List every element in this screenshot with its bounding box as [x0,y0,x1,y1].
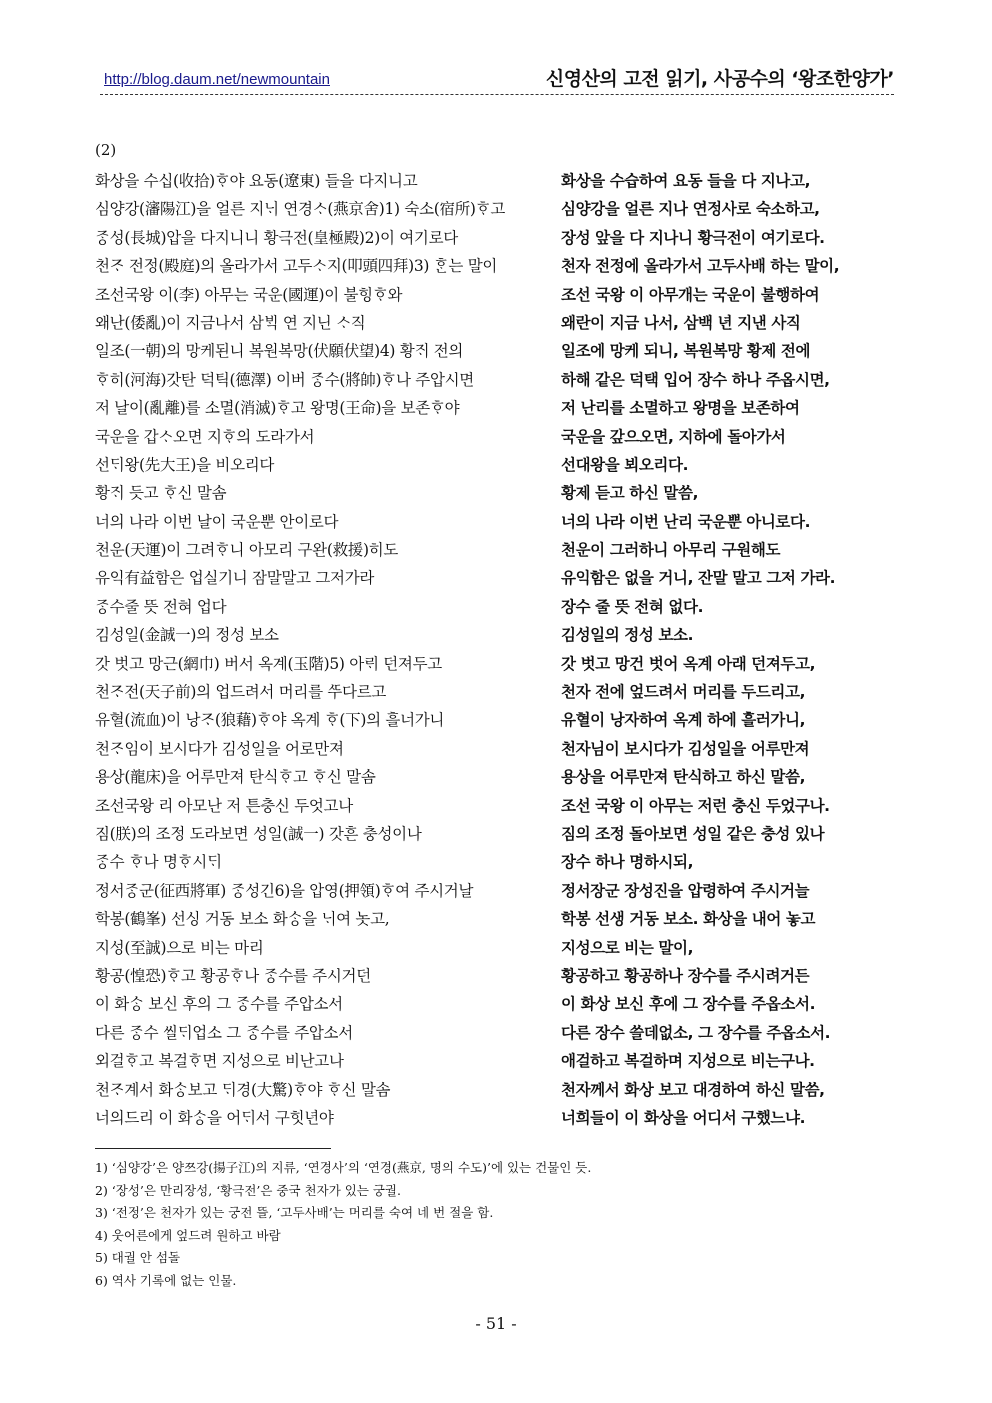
footnote: 5) 대궐 안 섬돌 [95,1250,181,1265]
original-text: 너의드리 이 화ᄉᆞᆼ을 어ᄃᆡ서 구힛년야 [95,1108,334,1127]
original-text: 천운(天運)이 그려ᄒᆞ니 아모리 구완(救援)히도 [95,541,399,560]
verse-line [0,992,992,1020]
verse-line [0,936,992,964]
modern-translation: 장수 줄 뜻 전혀 없다. [561,597,704,616]
verse-line [0,652,992,680]
original-text: ᄒᆞ히(河海)갓탄 덕틱(德澤) 이버 ᄌᆞᆼ수(將帥)ᄒᆞ나 주압시면 [95,370,474,389]
original-text: ᄌᆞᆼ성(長城)압을 다지니니 황극전(皇極殿)2)이 여기로다 [95,228,458,247]
original-text: 김성일(金誠一)의 정성 보소 [95,626,279,645]
verse-line [0,1049,992,1077]
original-text: 천ᄌᆞ 전정(殿庭)의 올라가서 고두ᄉᆞ지(叩頭四拜)3) ᄒᆞᆫ는 말이 [95,257,498,276]
original-text: 황ᄌᆡ 듯고 ᄒᆞ신 말솜 [95,484,227,503]
modern-translation: 천자님이 보시다가 김성일을 어루만져 [561,739,810,758]
original-text: 왜난(倭亂)이 지금나서 삼ᄇᆡᆨ 연 지닌 ᄉᆞ직 [95,313,366,332]
verse-line [0,453,992,481]
modern-translation: 김성일의 정성 보소. [561,626,694,645]
original-text: 저 날이(亂離)를 소멸(消滅)ᄒᆞ고 왕명(王命)을 보존ᄒᆞ야 [95,399,460,418]
original-text: ᄌᆞᆼ수줄 뜻 전혀 업다 [95,597,227,616]
modern-translation: 다른 장수 쓸데없소, 그 장수를 주옵소서. [561,1023,831,1042]
modern-translation: 학봉 선생 거동 보소. 화상을 내어 놓고 [561,910,816,929]
modern-translation: 천자께서 화상 보고 대경하여 하신 말씀, [561,1080,825,1099]
modern-translation: 국운을 갚으오면, 지하에 돌아가서 [561,427,786,446]
modern-translation: 황제 듣고 하신 말씀, [561,484,699,503]
modern-translation: 장수 하나 명하시되, [561,853,694,872]
original-text: 너의 나라 이번 날이 국운뿐 안이로다 [95,512,339,531]
modern-translation: 천자 전정에 올라가서 고두사배 하는 말이, [561,257,840,276]
footnote: 1) ‘심양강’은 양쯔강(揚子江)의 지류, ‘연경사’의 ‘연경(燕京, 명의 수도)’에 있는 건물인 듯. [95,1160,592,1175]
verse-line [0,765,992,793]
verse-lines [0,169,992,1134]
verse-line [0,794,992,822]
original-text: 선ᄃᆡ왕(先大王)을 비오리다 [95,455,275,474]
original-text: 심양강(瀋陽江)을 얼른 지ᄂᆡ 연경ᄉᆞ(燕京舍)1) 숙소(宿所)ᄒᆞ고 [95,200,505,219]
modern-translation: 하해 같은 덕택 입어 장수 하나 주옵시면, [561,370,830,389]
verse-line [0,254,992,282]
verse-line [0,481,992,509]
modern-translation: 짐의 조정 돌아보면 성일 같은 충성 있나 [561,824,825,843]
verse-line [0,737,992,765]
modern-translation: 심양강을 얼른 지나 연정사로 숙소하고, [561,200,820,219]
verse-line [0,283,992,311]
verse-line [0,822,992,850]
original-text: 정서ᄌᆞᆼ군(征西將軍) ᄌᆞᆼ성긴6)을 압영(押領)ᄒᆞ여 주시거날 [95,881,474,900]
original-text: 화상을 수십(收拾)ᄒᆞ야 요동(遼東) 들을 다지니고 [95,172,418,190]
verse-line [0,623,992,651]
original-text: 일조(一朝)의 망케된니 복원복망(伏願伏望)4) 황ᄌᆡ 전의 [95,342,464,361]
modern-translation: 천자 전에 엎드려서 머리를 두드리고, [561,683,806,702]
modern-translation: 유익함은 없을 거니, 잔말 말고 그저 가라. [561,569,836,588]
page-number: - 51 - [475,1314,517,1333]
footnote: 3) ‘전정’은 천자가 있는 궁전 뜰, ‘고두사배’는 머리를 숙여 네 번 절을 함. [95,1205,494,1220]
original-text: 황공(惶恐)ᄒᆞ고 황공ᄒᆞ나 ᄌᆞᆼ수를 주시거던 [95,966,371,985]
original-text: 유혈(流血)이 낭ᄌᆞ(狼藉)ᄒᆞ야 옥계 ᄒᆞ(下)의 흘너가니 [95,711,445,730]
document-title: 신영산의 고전 읽기, 사공수의 ‘왕조한양가’ [545,68,894,90]
verse-line [0,396,992,424]
original-text: 천ᄌᆞ임이 보시다가 김성일을 어로만져 [95,739,344,758]
footnote: 4) 웃어른에게 엎드려 원하고 바람 [95,1227,281,1243]
original-text: 이 화ᄉᆞᆼ 보신 후의 그 ᄌᆞᆼ수를 주압소서 [95,995,343,1014]
original-text: 짐(朕)의 조정 도라보면 성일(誠一) 갓흔 충성이나 [95,824,422,843]
modern-translation: 왜란이 지금 나서, 삼백 년 지낸 사직 [561,313,801,332]
verse-line [0,311,992,339]
footnote: 2) ‘장성’은 만리장성, ‘황극전’은 중국 천자가 있는 궁궐. [95,1182,401,1198]
modern-translation: 너의 나라 이번 난리 국운뿐 아니로다. [561,512,811,531]
footnote: 6) 역사 기록에 없는 인물. [95,1272,237,1288]
original-text: 지성(至誠)으로 비는 마리 [95,938,264,957]
original-text: 국운을 갑ᄉᆞ오면 지ᄒᆞ의 도라가서 [95,427,315,446]
modern-translation: 장성 앞을 다 지나니 황극전이 여기로다. [561,228,825,247]
verse-line [0,1106,992,1134]
verse-line [0,510,992,538]
modern-translation: 천운이 그러하니 아무리 구원해도 [561,541,781,560]
modern-translation: 유혈이 낭자하여 옥계 하에 흘러가니, [561,711,806,730]
original-text: 용상(龍床)을 어루만져 탄식ᄒᆞ고 ᄒᆞ신 말솜 [95,768,376,787]
original-text: 갓 벗고 망근(網巾) 버서 옥계(玉階)5) 아ᄅᆡ 던져두고 [95,654,442,673]
verse-line [0,1078,992,1106]
modern-translation: 조선 국왕 이 아무개는 국운이 불행하여 [561,285,820,304]
modern-translation: 이 화상 보신 후에 그 장수를 주옵소서. [561,995,816,1014]
verse-line [0,197,992,225]
original-text: ᄌᆞᆼ수 ᄒᆞ나 명ᄒᆞ시ᄃᆡ [95,853,222,872]
modern-translation: 저 난리를 소멸하고 왕명을 보존하여 [561,399,800,418]
footnotes [95,1157,591,1292]
verse-line [0,368,992,396]
original-text: 천ᄌᆞ계서 화ᄉᆞᆼ보고 ᄃᆡ경(大驚)ᄒᆞ야 ᄒᆞ신 말솜 [95,1080,391,1099]
modern-translation: 애걸하고 복걸하며 지성으로 비는구나. [561,1052,815,1071]
modern-translation: 너희들이 이 화상을 어디서 구했느냐. [561,1108,806,1127]
verse-line [0,595,992,623]
modern-translation: 지성으로 비는 말이, [561,938,694,957]
verse-line [0,850,992,878]
modern-translation: 조선 국왕 이 아무는 저런 충신 두었구나. [561,796,830,815]
verse-line [0,339,992,367]
original-text: 조선국왕 이(李) 아무는 국운(國運)이 불힝ᄒᆞ와 [95,285,403,304]
original-text: 유익有益함은 업실기니 잠말말고 그저가라 [95,569,375,588]
verse-line [0,907,992,935]
verse-line [0,1021,992,1049]
blog-url-link[interactable]: http://blog.daum.net/newmountain [104,71,330,88]
section-label: (2) [95,141,117,159]
original-text: 외걸ᄒᆞ고 복걸ᄒᆞ면 지성으로 비난고나 [95,1052,344,1071]
original-text: 다른 ᄌᆞᆼ수 씰ᄃᆡ업소 그 ᄌᆞᆼ수를 주압소서 [95,1023,353,1042]
modern-translation: 갓 벗고 망건 벗어 옥계 아래 던져두고, [561,654,816,673]
verse-line [0,964,992,992]
footnote-divider [95,1148,331,1149]
verse-line [0,538,992,566]
original-text: 천ᄌᆞ전(天子前)의 업드려서 머리를 ᄯᅮ다르고 [95,683,387,702]
verse-line [0,680,992,708]
modern-translation: 일조에 망케 되니, 복원복망 황제 전에 [561,342,811,361]
modern-translation: 선대왕을 뵈오리다. [561,455,689,474]
verse-line [0,708,992,736]
original-text: 학봉(鶴峯) 선싱 거동 보소 화ᄉᆞᆼ을 ᄂᆡ여 놋고, [95,910,390,929]
modern-translation: 정서장군 장성진을 압령하여 주시거늘 [561,881,810,900]
modern-translation: 용상을 어루만져 탄식하고 하신 말씀, [561,768,806,787]
original-text: 조선국왕 리 아모난 저 튼충신 두엇고나 [95,796,353,815]
verse-line [0,425,992,453]
verse-line [0,169,992,197]
verse-line [0,566,992,594]
header-divider [100,94,894,95]
verse-line [0,879,992,907]
modern-translation: 황공하고 황공하나 장수를 주시려거든 [561,966,810,985]
modern-translation: 화상을 수습하여 요동 들을 다 지나고, [561,172,811,190]
verse-line [0,226,992,254]
